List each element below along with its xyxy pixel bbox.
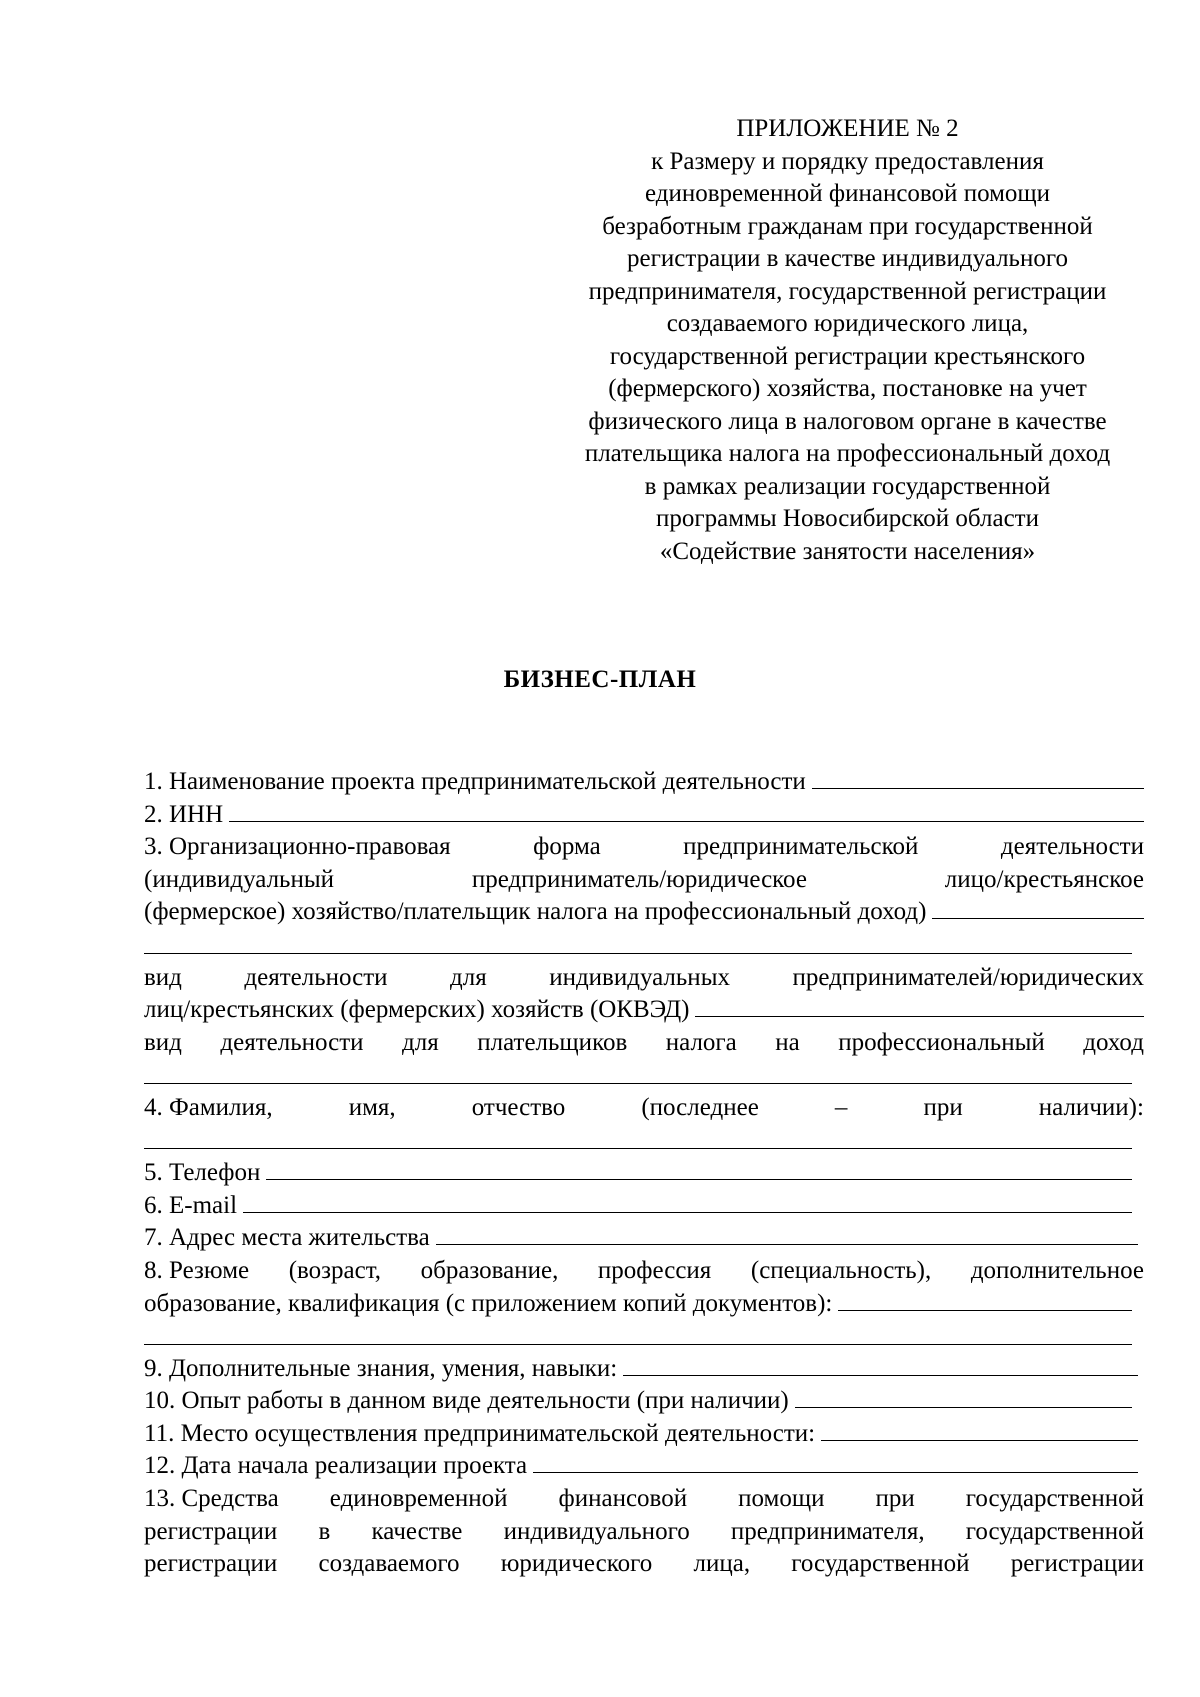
text-word: финансовой (558, 1485, 688, 1513)
start-date-field[interactable] (533, 1450, 1138, 1473)
header-line: в рамках реализации государственной (644, 472, 1051, 500)
item-3-label-end: (фермерское) хозяйство/плательщик налога на профессиональный доход) (144, 898, 927, 926)
header-line: плательщика налога на профессиональный доход (584, 440, 1111, 467)
text-word: (индивидуальный (144, 865, 335, 893)
email-field[interactable] (243, 1190, 1132, 1213)
item-4-line-1 (144, 1092, 1144, 1125)
item-10-experience (144, 1385, 1144, 1418)
resume-field[interactable] (838, 1288, 1132, 1311)
header-line: государственной регистрации крестьянского (609, 342, 1086, 370)
text-word: предпринимателя, (730, 1517, 925, 1545)
text-word: регистрации (1010, 1550, 1144, 1578)
header-line: программы Новосибирской области (656, 505, 1039, 532)
item-9-label: 9. Дополнительные знания, умения, навыки: (144, 1354, 618, 1382)
skills-field[interactable] (623, 1353, 1138, 1376)
text-word: имя, (348, 1093, 396, 1121)
npd-line-1 (144, 1027, 1144, 1060)
text-word: – (834, 1093, 848, 1121)
header-line: регистрации в качестве индивидуального (627, 245, 1068, 272)
text-word: лица, (693, 1550, 751, 1578)
text-word: предпринимательской (683, 833, 919, 861)
text-word: создаваемого (318, 1550, 460, 1578)
text-word: отчество (471, 1093, 566, 1121)
item-3-line-1 (144, 831, 1144, 864)
okved-label: лиц/крестьянских (фермерских) хозяйств (ОКВЭД) (144, 996, 690, 1024)
text-word: единовременной (329, 1485, 508, 1513)
okved-line-2 (144, 994, 1144, 1027)
project-name-field[interactable] (812, 766, 1144, 789)
item-12-start-date (144, 1450, 1144, 1483)
item-6-label: 6. E-mail (144, 1191, 238, 1219)
item-13-line-2 (144, 1516, 1144, 1549)
text-word: наличии): (1038, 1093, 1144, 1121)
header-line: предпринимателя, государственной регистрации (588, 277, 1107, 305)
text-word: доход (1083, 1028, 1144, 1056)
text-word: профессия (597, 1256, 712, 1284)
text-word: государственной (791, 1550, 970, 1578)
text-word: качестве (371, 1517, 463, 1545)
text-word: (последнее (641, 1093, 759, 1121)
text-word: индивидуального (503, 1517, 690, 1545)
header-line: единовременной финансовой помощи (644, 180, 1051, 207)
item-2-inn (144, 799, 1144, 832)
address-field[interactable] (436, 1222, 1138, 1245)
text-word: налога (665, 1028, 737, 1056)
item-7-label: 7. Адрес места жительства (144, 1224, 430, 1252)
item-13-line-1 (144, 1483, 1144, 1516)
text-word: предприниматель/юридическое (471, 865, 807, 893)
item-8-line-1 (144, 1255, 1144, 1288)
header-line: к Размеру и порядку предоставления (651, 147, 1044, 175)
item-5-phone (144, 1157, 1144, 1190)
text-word: в (318, 1517, 331, 1545)
text-word: (возраст, (288, 1256, 382, 1284)
text-word: на (775, 1028, 800, 1056)
item-6-email (144, 1190, 1144, 1223)
item-5-label: 5. Телефон (144, 1159, 261, 1187)
page-title: БИЗНЕС-ПЛАН (503, 666, 697, 693)
text-word: индивидуальных (549, 963, 730, 991)
text-word: 4. Фамилия, (144, 1093, 273, 1121)
attachment-header (540, 113, 1155, 568)
resume-field-continued[interactable] (144, 1320, 1144, 1353)
item-3-line-3 (144, 896, 1144, 929)
text-word: образование, (420, 1256, 559, 1284)
text-word: вид (144, 963, 182, 991)
text-word: вид (144, 1028, 182, 1056)
item-13-line-3 (144, 1548, 1144, 1581)
location-field[interactable] (821, 1418, 1138, 1441)
experience-field[interactable] (795, 1385, 1132, 1408)
text-word: деятельности (1000, 833, 1144, 861)
text-word: помощи (738, 1485, 825, 1513)
item-7-address (144, 1222, 1144, 1255)
text-word: для (450, 963, 487, 991)
text-word: деятельности (220, 1028, 364, 1056)
item-11-location (144, 1418, 1144, 1451)
text-word: форма (533, 833, 601, 861)
text-word: предпринимателей/юридических (792, 963, 1144, 991)
header-line: безработным гражданам при государственной (602, 212, 1093, 240)
text-word: регистрации (144, 1550, 278, 1578)
text-word: плательщиков (477, 1028, 628, 1056)
business-plan-form (144, 766, 1144, 1581)
text-word: регистрации (144, 1517, 278, 1545)
okved-field[interactable] (695, 994, 1144, 1017)
inn-field[interactable] (229, 799, 1144, 822)
item-1-project-name (144, 766, 1144, 799)
text-word: (специальность), (750, 1256, 932, 1284)
item-10-label: 10. Опыт работы в данном виде деятельности (при наличии) (144, 1387, 789, 1415)
header-line: создаваемого юридического лица, (666, 310, 1029, 337)
header-line: физического лица в налоговом органе в качестве (588, 407, 1107, 435)
text-word: государственной (965, 1517, 1144, 1545)
item-3-line-2 (144, 864, 1144, 897)
legal-form-field-continued[interactable] (144, 929, 1144, 962)
legal-form-field[interactable] (932, 896, 1144, 919)
header-line: «Содействие занятости населения» (659, 537, 1036, 565)
item-8-label-end: образование, квалификация (с приложением копий документов): (144, 1289, 833, 1317)
text-word: деятельности (244, 963, 388, 991)
phone-field[interactable] (266, 1157, 1132, 1180)
text-word: для (402, 1028, 439, 1056)
text-word: государственной (965, 1485, 1144, 1513)
text-word: лицо/крестьянское (944, 865, 1144, 893)
item-2-label: 2. ИНН (144, 800, 224, 828)
text-word: дополнительное (970, 1256, 1144, 1284)
text-word: 13. Средства (144, 1485, 279, 1513)
text-word: 8. Резюме (144, 1256, 250, 1284)
npd-activity-field[interactable] (144, 1059, 1144, 1092)
text-word: профессиональный (838, 1028, 1045, 1056)
header-line: ПРИЛОЖЕНИЕ № 2 (736, 115, 959, 142)
full-name-field[interactable] (144, 1125, 1144, 1158)
text-word: юридического (500, 1550, 653, 1578)
text-word: 3. Организационно-правовая (144, 833, 451, 861)
item-9-skills (144, 1353, 1144, 1386)
item-12-label: 12. Дата начала реализации проекта (144, 1452, 528, 1480)
header-line: (фермерского) хозяйства, постановке на учет (608, 375, 1087, 402)
text-word: при (923, 1093, 963, 1121)
item-8-line-2 (144, 1288, 1144, 1321)
item-1-label: 1. Наименование проекта предпринимательской деятельности (144, 768, 806, 795)
text-word: при (875, 1485, 915, 1513)
okved-line-1 (144, 962, 1144, 995)
item-11-label: 11. Место осуществления предпринимательской деятельности: (144, 1419, 816, 1447)
